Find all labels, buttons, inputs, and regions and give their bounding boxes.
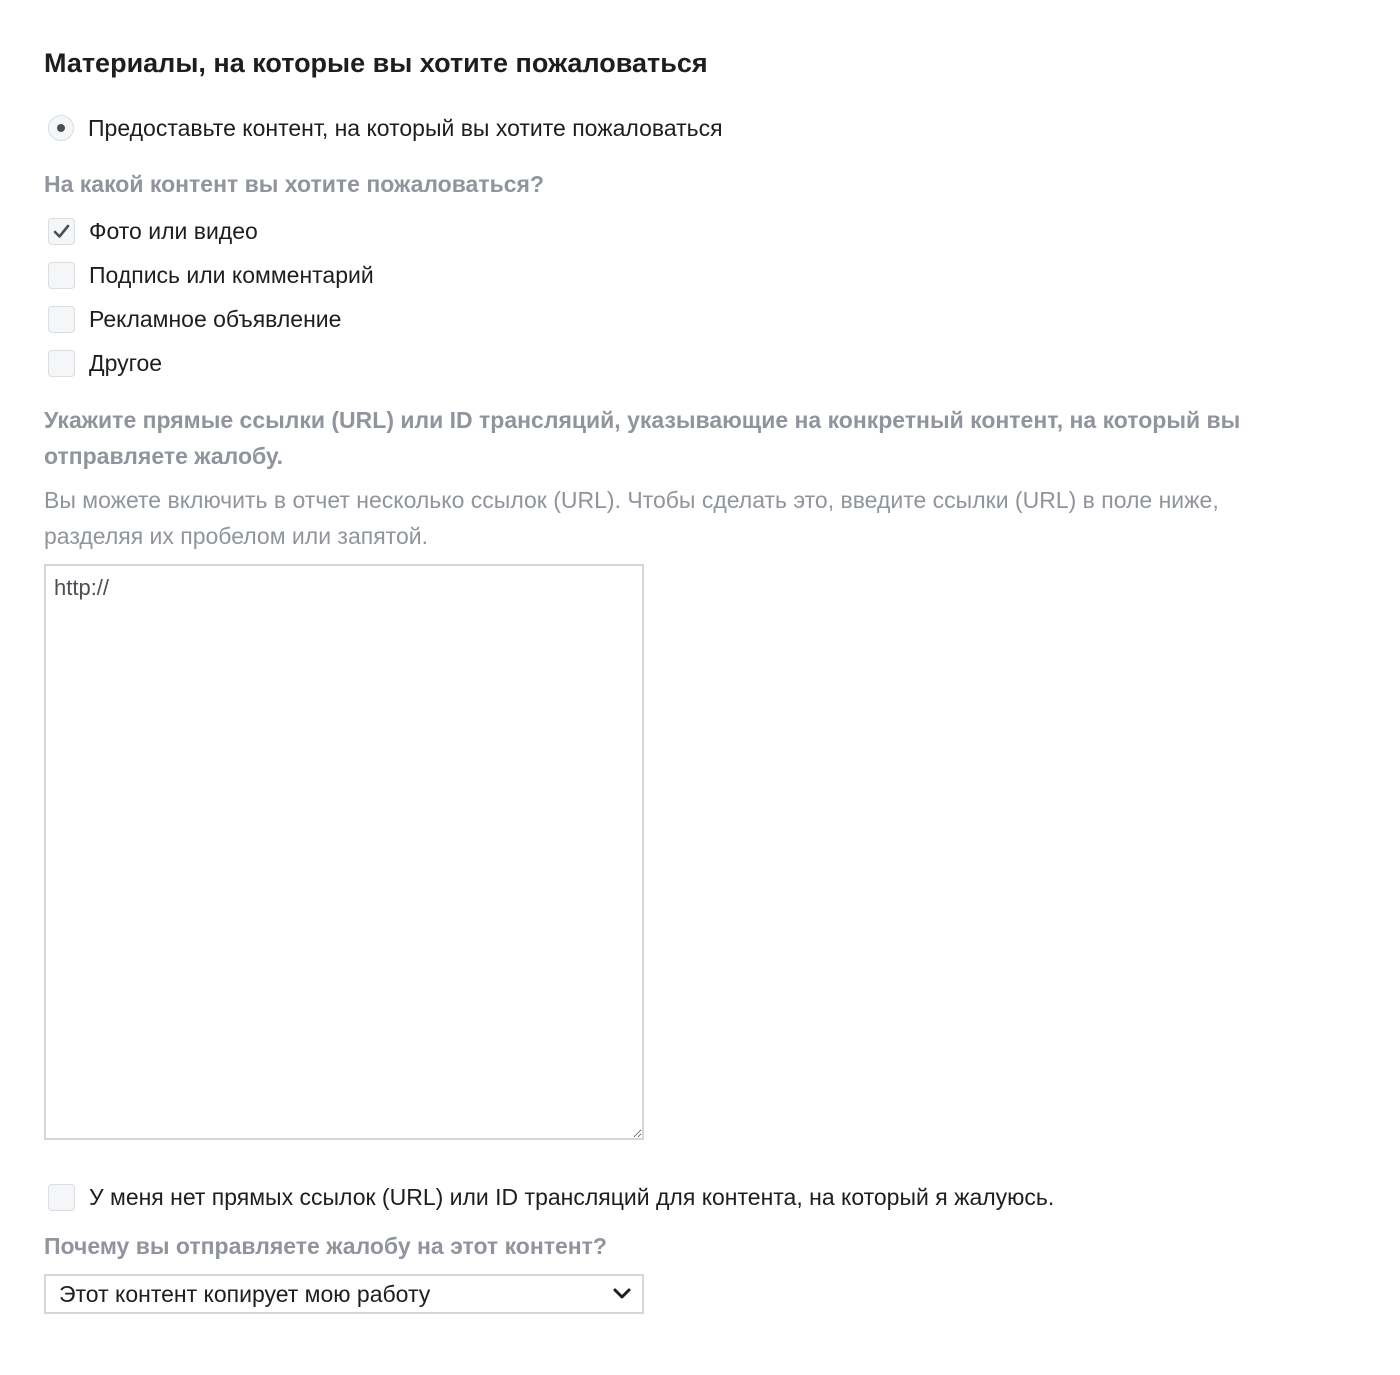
content-type-option-photo-video[interactable] [48,215,258,247]
chevron-down-icon [612,1286,632,1302]
content-type-option-caption-comment[interactable] [48,259,374,291]
checkmark-icon [52,222,71,241]
caption-comment-checkbox[interactable] [48,262,75,289]
content-type-option-ad[interactable] [48,303,341,335]
ad-label: Рекламное объявление [89,305,342,332]
urls-heading: Укажите прямые ссылки (URL) или ID трансляций, указывающие на конкретный контент, на который вы отправляете жалобу. [44,407,1241,469]
caption-comment-label: Подпись или комментарий [89,261,374,288]
provide-content-radio[interactable] [48,115,74,141]
url-input[interactable] [44,564,644,1140]
reason-heading: Почему вы отправляете жалобу на этот контент? [44,1233,607,1259]
provide-content-radio-option[interactable] [48,112,723,144]
ad-checkbox[interactable] [48,306,75,333]
page-title: Материалы, на которые вы хотите пожаловаться [44,48,708,78]
provide-content-label: Предоставьте контент, на который вы хотите пожаловаться [88,114,723,141]
other-checkbox[interactable] [48,350,75,377]
no-urls-checkbox[interactable] [48,1184,75,1211]
photo-video-label: Фото или видео [89,217,258,244]
no-urls-label: У меня нет прямых ссылок (URL) или ID трансляций для контента, на который я жалуюсь. [89,1183,1055,1210]
reason-select-value: Этот контент копирует мою работу [59,1280,431,1307]
content-type-heading: На какой контент вы хотите пожаловаться? [44,171,545,197]
other-label: Другое [89,349,163,376]
photo-video-checkbox[interactable] [48,218,75,245]
reason-select[interactable] [44,1274,644,1314]
radio-dot-icon [57,124,65,132]
content-type-option-other[interactable] [48,347,162,379]
no-urls-option[interactable] [48,1181,1054,1213]
urls-helper-text: Вы можете включить в отчет несколько ссылок (URL). Чтобы сделать это, введите ссылки (URL) в поле ниже, разделяя их пробелом или запятой. [44,487,1219,549]
